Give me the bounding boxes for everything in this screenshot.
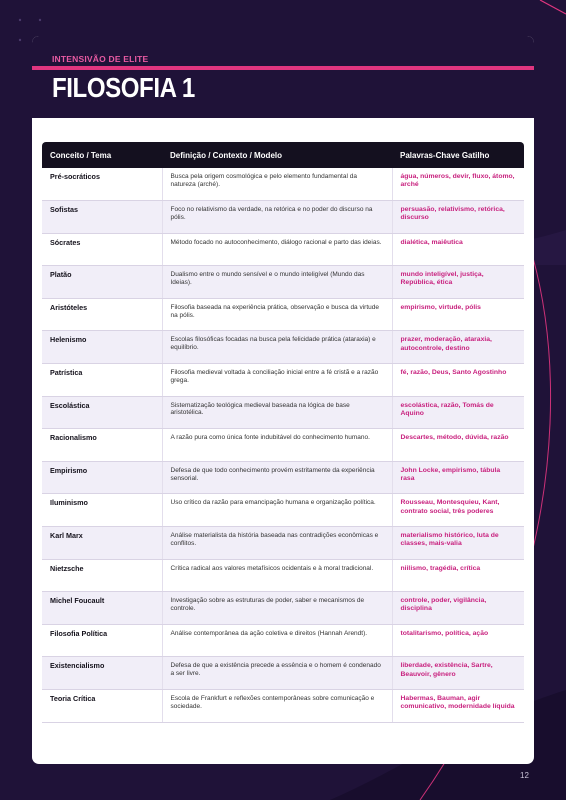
concept-cell: Existencialismo <box>42 657 162 690</box>
table-row <box>42 168 524 201</box>
table-row <box>42 331 524 364</box>
concepts-table <box>42 142 524 723</box>
keywords-cell: escolástica, razão, Tomás de Aquino <box>392 396 524 429</box>
definition-cell: Escolas filosóficas focadas na busca pela felicidade prática (ataraxia) e equilíbrio. <box>162 331 392 364</box>
column-header-keywords: Palavras-Chave Gatilho <box>392 142 524 168</box>
header-kicker: INTENSIVÃO DE ELITE <box>52 54 149 64</box>
definition-cell: A razão pura como única fonte indubitável do conhecimento humano. <box>162 429 392 462</box>
concept-cell: Michel Foucault <box>42 592 162 625</box>
concept-cell: Filosofia Política <box>42 624 162 657</box>
definition-cell: Busca pela origem cosmológica e pelo elemento fundamental da natureza (arché). <box>162 168 392 201</box>
table-row <box>42 266 524 299</box>
table-row <box>42 624 524 657</box>
keywords-cell: Habermas, Bauman, agir comunicativo, modernidade líquida <box>392 690 524 723</box>
table-row <box>42 527 524 560</box>
keywords-cell: dialética, maiêutica <box>392 233 524 266</box>
concept-cell: Escolástica <box>42 396 162 429</box>
concept-cell: Pré-socráticos <box>42 168 162 201</box>
table-row <box>42 396 524 429</box>
definition-cell: Método focado no autoconhecimento, diálogo racional e parto das ideias. <box>162 233 392 266</box>
content-card <box>32 36 534 764</box>
keywords-cell: prazer, moderação, ataraxia, autocontrole, destino <box>392 331 524 364</box>
definition-cell: Crítica radical aos valores metafísicos ocidentais e à moral tradicional. <box>162 559 392 592</box>
keywords-cell: persuasão, relativismo, retórica, discurso <box>392 201 524 234</box>
column-header-definition: Definição / Contexto / Modelo <box>162 142 392 168</box>
concept-cell: Platão <box>42 266 162 299</box>
concept-cell: Helenismo <box>42 331 162 364</box>
keywords-cell: niilismo, tragédia, crítica <box>392 559 524 592</box>
table-row <box>42 559 524 592</box>
concept-cell: Sócrates <box>42 233 162 266</box>
table-row <box>42 592 524 625</box>
concept-cell: Aristóteles <box>42 298 162 331</box>
definition-cell: Análise materialista da história baseada nas contradições econômicas e conflitos. <box>162 527 392 560</box>
definition-cell: Escola de Frankfurt e reflexões contemporâneas sobre comunicação e sociedade. <box>162 690 392 723</box>
concept-cell: Teoria Crítica <box>42 690 162 723</box>
keywords-cell: liberdade, existência, Sartre, Beauvoir, gênero <box>392 657 524 690</box>
definition-cell: Uso crítico da razão para emancipação humana e organização política. <box>162 494 392 527</box>
concept-cell: Nietzsche <box>42 559 162 592</box>
concept-cell: Karl Marx <box>42 527 162 560</box>
definition-cell: Foco no relativismo da verdade, na retórica e no poder do discurso na pólis. <box>162 201 392 234</box>
column-header-concept: Conceito / Tema <box>42 142 162 168</box>
table-row <box>42 461 524 494</box>
concept-cell: Sofistas <box>42 201 162 234</box>
table-body <box>42 168 524 722</box>
page-title: FILOSOFIA 1 <box>52 72 195 103</box>
keywords-cell: fé, razão, Deus, Santo Agostinho <box>392 364 524 397</box>
definition-cell: Filosofia medieval voltada à conciliação inicial entre a fé cristã e a razão grega. <box>162 364 392 397</box>
page-number: 12 <box>520 771 529 780</box>
keywords-cell: água, números, devir, fluxo, átomo, arché <box>392 168 524 201</box>
table-row <box>42 298 524 331</box>
accent-bar <box>32 66 534 70</box>
definition-cell: Sistematização teológica medieval baseada na lógica de base aristotélica. <box>162 396 392 429</box>
table-row <box>42 494 524 527</box>
definition-cell: Dualismo entre o mundo sensível e o mundo inteligível (Mundo das Ideias). <box>162 266 392 299</box>
keywords-cell: totalitarismo, política, ação <box>392 624 524 657</box>
keywords-cell: John Locke, empirismo, tábula rasa <box>392 461 524 494</box>
card-header <box>32 36 534 118</box>
keywords-cell: mundo inteligível, justiça, República, ética <box>392 266 524 299</box>
definition-cell: Defesa de que todo conhecimento provém estritamente da experiência sensorial. <box>162 461 392 494</box>
table-row <box>42 233 524 266</box>
definition-cell: Investigação sobre as estruturas de poder, saber e mecanismos de controle. <box>162 592 392 625</box>
concept-cell: Racionalismo <box>42 429 162 462</box>
table-row <box>42 364 524 397</box>
concept-cell: Empirismo <box>42 461 162 494</box>
keywords-cell: empirismo, virtude, pólis <box>392 298 524 331</box>
table-header-row <box>42 142 524 168</box>
table-row <box>42 429 524 462</box>
keywords-cell: materialismo histórico, luta de classes, mais-valia <box>392 527 524 560</box>
table-row <box>42 690 524 723</box>
concept-cell: Iluminismo <box>42 494 162 527</box>
concept-cell: Patrística <box>42 364 162 397</box>
keywords-cell: Descartes, método, dúvida, razão <box>392 429 524 462</box>
definition-cell: Análise contemporânea da ação coletiva e direitos (Hannah Arendt). <box>162 624 392 657</box>
table-row <box>42 657 524 690</box>
keywords-cell: controle, poder, vigilância, disciplina <box>392 592 524 625</box>
keywords-cell: Rousseau, Montesquieu, Kant, contrato social, três poderes <box>392 494 524 527</box>
definition-cell: Filosofia baseada na experiência prática, observação e busca da virtude na pólis. <box>162 298 392 331</box>
table-row <box>42 201 524 234</box>
definition-cell: Defesa de que a existência precede a essência e o homem é condenado a ser livre. <box>162 657 392 690</box>
